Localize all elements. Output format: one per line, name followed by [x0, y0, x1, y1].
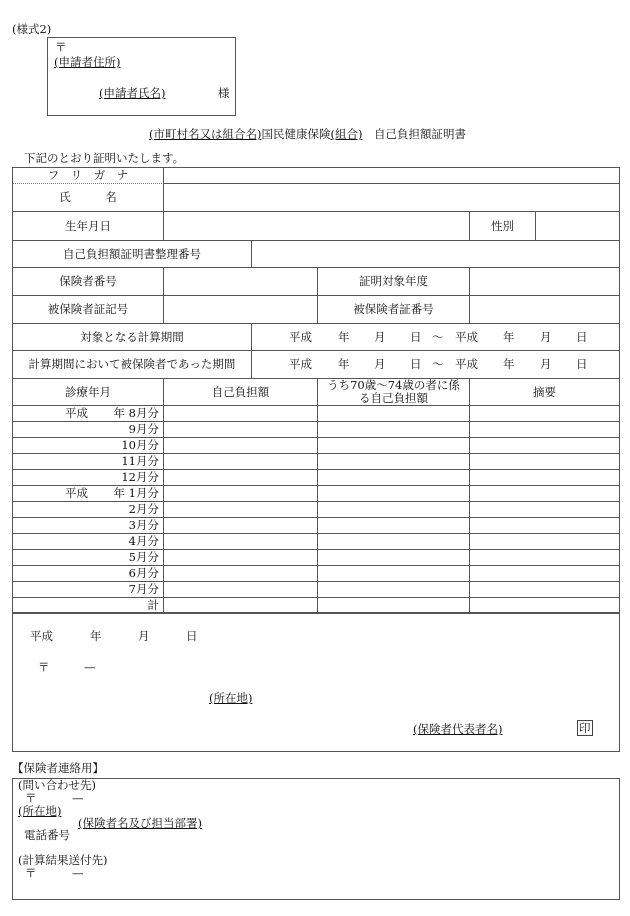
insurer-dept[interactable]: (保険者名及び担当部署) — [78, 816, 202, 830]
month-text: 4月分 — [128, 534, 159, 548]
form-label: (様式2) — [12, 22, 52, 36]
month-text: 3月分 — [128, 518, 159, 532]
table-cell[interactable] — [469, 565, 620, 582]
cert-year-label: 証明対象年度 — [317, 267, 470, 296]
birthdate-field[interactable] — [163, 211, 470, 241]
calc-period-day-start: 日 — [410, 330, 422, 344]
inquiry-postal-mark: 〒 — [25, 791, 37, 805]
insured-period-day-end: 日 — [576, 357, 588, 371]
table-cell[interactable] — [163, 421, 318, 438]
table-cell[interactable] — [469, 437, 620, 454]
table-cell[interactable] — [163, 533, 318, 550]
insured-period-month-end: 月 — [540, 357, 552, 371]
name-field[interactable] — [163, 183, 620, 212]
month-label — [12, 485, 164, 502]
insured-period-day-start: 日 — [410, 357, 422, 371]
table-cell[interactable] — [163, 549, 318, 566]
month-label — [12, 405, 164, 422]
table-cell[interactable] — [317, 501, 470, 518]
header-treatment-month: 診療年月 — [12, 378, 164, 406]
inquiry-location[interactable]: (所在地) — [18, 804, 62, 818]
furigana-field[interactable] — [163, 167, 620, 184]
certification-block — [12, 612, 620, 752]
table-cell[interactable] — [317, 517, 470, 534]
cert-date-era: 平成 — [30, 629, 53, 643]
table-cell[interactable] — [317, 533, 470, 550]
honorific: 様 — [218, 86, 230, 100]
month-label — [12, 533, 164, 550]
insurer-number-field[interactable] — [163, 267, 318, 296]
month-text: 10月分 — [121, 438, 159, 452]
month-text: 計 — [147, 598, 159, 612]
title-union: (組合) — [330, 127, 363, 141]
table-cell[interactable] — [163, 517, 318, 534]
name-label: 氏 名 — [12, 183, 164, 212]
calc-period-year-start: 年 — [338, 330, 350, 344]
table-cell[interactable] — [317, 469, 470, 486]
insurer-representative[interactable]: (保険者代表者名) — [413, 722, 503, 736]
insured-period-label: 計算期間において被保険者であった期間 — [12, 350, 252, 379]
phone-label: 電話番号 — [24, 828, 70, 842]
address-box — [47, 37, 236, 116]
month-label — [12, 501, 164, 518]
insured-period-era-end: 平成 — [455, 357, 478, 371]
table-cell[interactable] — [317, 421, 470, 438]
insurer-postal-mark: 〒 — [38, 660, 50, 674]
title-insurance: 国民健康保険 — [261, 127, 331, 141]
cert-date-month: 月 — [138, 629, 150, 643]
month-label — [12, 565, 164, 582]
send-to-postal-dash: — — [72, 866, 84, 880]
title-municipality: (市町村名又は組合名) — [149, 127, 262, 141]
month-text: 9月分 — [128, 422, 159, 436]
insured-period-year-end: 年 — [503, 357, 515, 371]
month-label — [12, 517, 164, 534]
table-cell[interactable] — [317, 453, 470, 470]
send-to-postal-mark: 〒 — [25, 866, 37, 880]
applicant-name[interactable]: (申請者氏名) — [99, 86, 166, 100]
intro-text: 下記のとおり証明いたします。 — [24, 151, 185, 165]
month-label — [12, 469, 164, 486]
seal-icon: 印 — [579, 721, 591, 735]
table-cell[interactable] — [317, 581, 470, 598]
header-copay: 自己負担額 — [163, 378, 318, 406]
table-cell[interactable] — [469, 549, 620, 566]
insurer-number-label: 保険者番号 — [12, 267, 164, 296]
table-cell[interactable] — [469, 581, 620, 598]
card-symbol-field[interactable] — [163, 295, 318, 324]
month-label — [12, 437, 164, 454]
table-cell[interactable] — [469, 533, 620, 550]
calc-period-era-end: 平成 — [455, 330, 478, 344]
card-number-field[interactable] — [469, 295, 620, 324]
table-cell[interactable] — [317, 485, 470, 502]
document-title — [149, 127, 466, 141]
table-cell[interactable] — [163, 469, 318, 486]
month-text: 5月分 — [128, 550, 159, 564]
table-cell[interactable] — [317, 405, 470, 422]
table-cell[interactable] — [163, 453, 318, 470]
insured-period-month-start: 月 — [374, 357, 386, 371]
table-cell[interactable] — [163, 437, 318, 454]
month-text: 2月分 — [128, 502, 159, 516]
month-text: 平成 — [65, 406, 88, 420]
month-text: 12月分 — [121, 470, 159, 484]
cert-number-field[interactable] — [251, 240, 620, 268]
table-cell[interactable] — [163, 405, 318, 422]
table-cell[interactable] — [469, 485, 620, 502]
applicant-address[interactable]: (申請者住所) — [54, 55, 121, 69]
month-label — [12, 549, 164, 566]
inquiry-postal-dash: — — [72, 791, 84, 805]
cert-date-day: 日 — [186, 629, 198, 643]
month-label — [12, 453, 164, 470]
month-text: 平成 — [65, 486, 88, 500]
sex-label: 性別 — [469, 211, 536, 241]
table-cell[interactable] — [469, 517, 620, 534]
calc-period-month-start: 月 — [374, 330, 386, 344]
card-symbol-label: 被保険者証記号 — [12, 295, 164, 324]
table-cell[interactable] — [469, 453, 620, 470]
table-cell[interactable] — [163, 565, 318, 582]
table-cell[interactable] — [469, 469, 620, 486]
title-doc-name: 自己負担額証明書 — [373, 127, 466, 141]
table-cell[interactable] — [317, 437, 470, 454]
cert-date-year: 年 — [90, 629, 102, 643]
insurer-postal-dash: — — [84, 660, 96, 674]
month-label — [12, 421, 164, 438]
calc-period-month-end: 月 — [540, 330, 552, 344]
month-text: 年 1月分 — [113, 486, 159, 500]
calc-period-era-start: 平成 — [289, 330, 312, 344]
header-copay-70-74: うち70歳～74歳の者に係る自己負担額 — [317, 378, 470, 406]
insured-period-tilde-start: ～ — [432, 357, 444, 371]
month-text: 6月分 — [128, 566, 159, 580]
table-cell[interactable] — [163, 501, 318, 518]
month-text: 年 8月分 — [113, 406, 159, 420]
table-cell[interactable] — [317, 549, 470, 566]
furigana-label: フ リ ガ ナ — [12, 167, 164, 184]
insurer-location[interactable]: (所在地) — [209, 691, 253, 705]
contact-heading: 【保険者連絡用】 — [12, 761, 104, 775]
cert-year-field[interactable] — [469, 267, 620, 296]
send-to-label: (計算結果送付先) — [18, 853, 108, 867]
calc-period-label: 対象となる計算期間 — [12, 323, 252, 351]
header-remarks: 摘要 — [469, 378, 620, 406]
insured-period-era-start: 平成 — [289, 357, 312, 371]
postal-mark: 〒 — [55, 40, 67, 54]
insured-period-year-start: 年 — [338, 357, 350, 371]
birthdate-label: 生年月日 — [12, 211, 164, 241]
calc-period-tilde-start: ～ — [432, 330, 444, 344]
table-cell[interactable] — [469, 405, 620, 422]
month-text: 7月分 — [128, 582, 159, 596]
month-text: 11月分 — [121, 454, 159, 468]
month-label — [12, 581, 164, 598]
calc-period-day-end: 日 — [576, 330, 588, 344]
table-cell[interactable] — [317, 565, 470, 582]
cert-number-label: 自己負担額証明書整理番号 — [12, 240, 252, 268]
card-number-label: 被保険者証番号 — [317, 295, 470, 324]
table-cell[interactable] — [163, 485, 318, 502]
calc-period-year-end: 年 — [503, 330, 515, 344]
table-cell[interactable] — [163, 581, 318, 598]
sex-field[interactable] — [535, 211, 620, 241]
contact-box — [12, 778, 620, 900]
table-cell[interactable] — [469, 421, 620, 438]
table-cell[interactable] — [469, 501, 620, 518]
inquiry-label: (問い合わせ先) — [18, 778, 96, 792]
